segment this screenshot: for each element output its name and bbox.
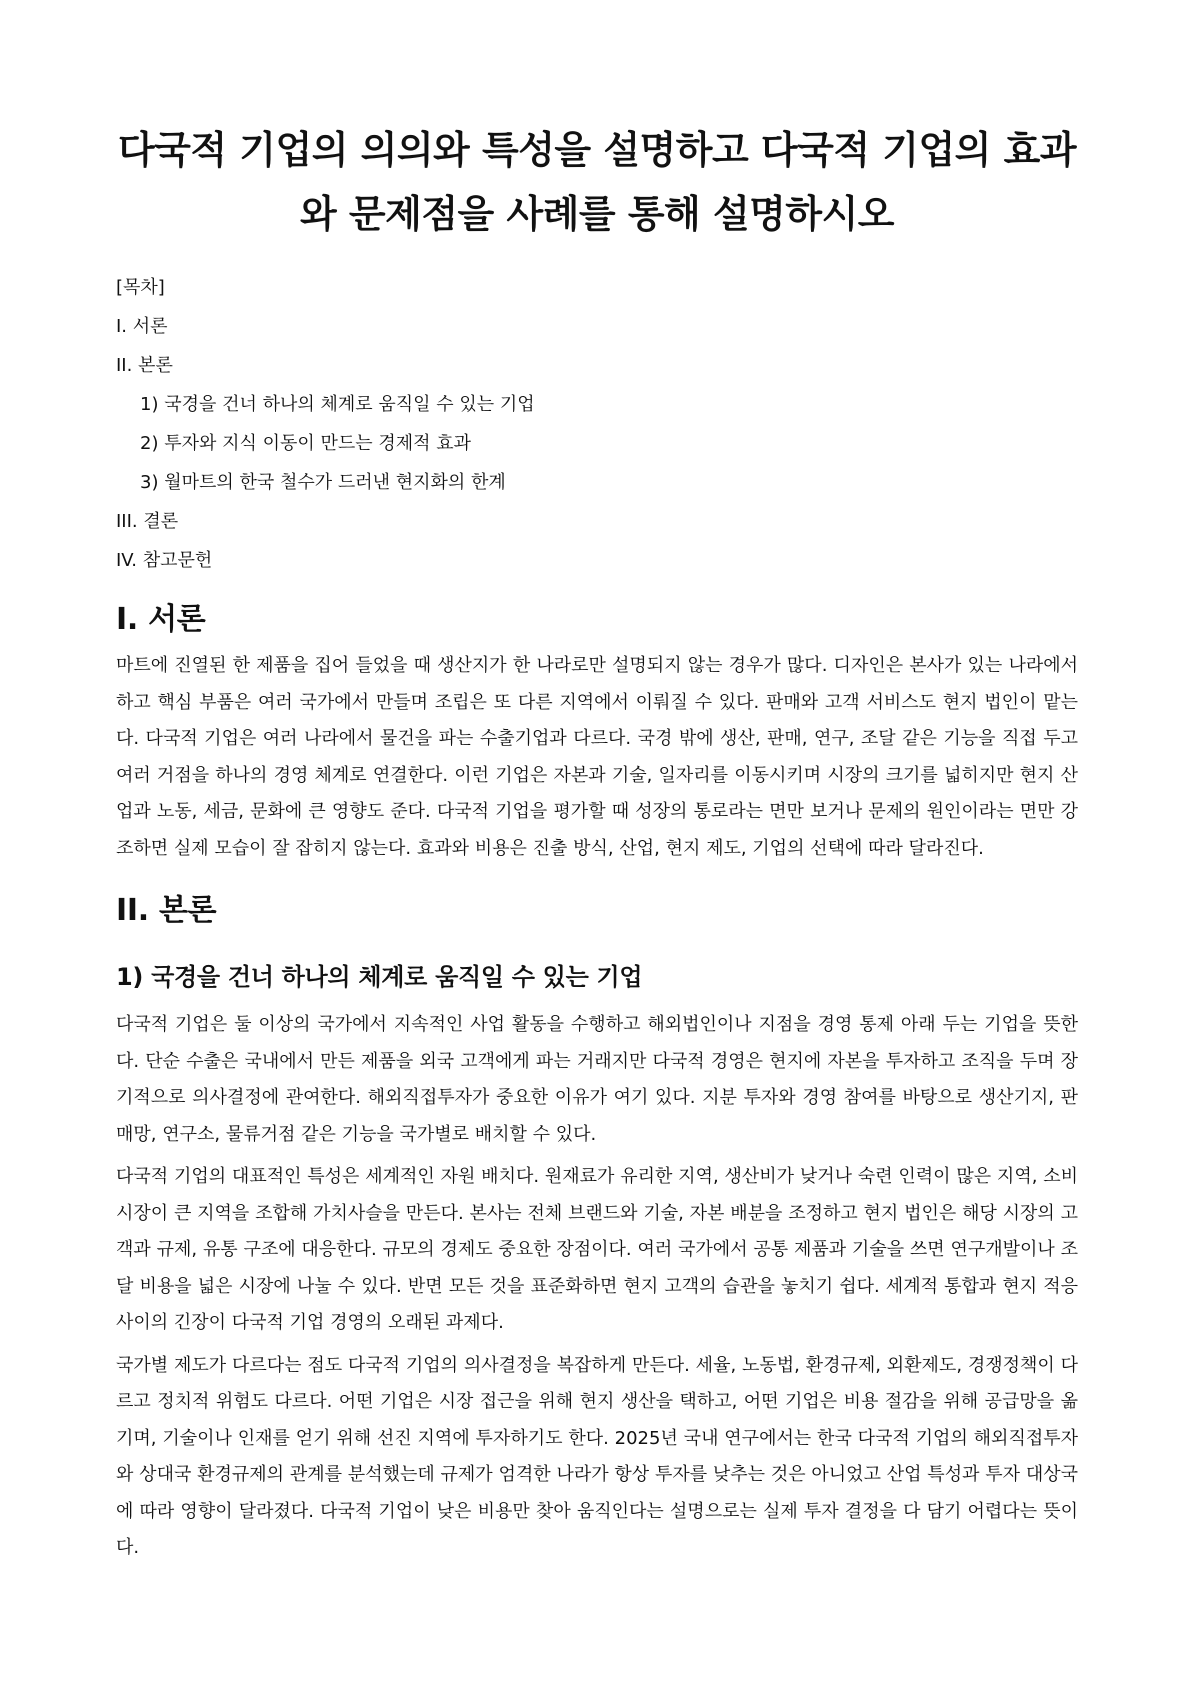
body-subsection-1 bbox=[116, 957, 1078, 1567]
toc-item-body-1: 1) 국경을 건너 하나의 체계로 움직일 수 있는 기업 bbox=[140, 394, 535, 415]
toc-item-body-3: 3) 월마트의 한국 철수가 드러낸 현지화의 한계 bbox=[140, 472, 506, 493]
body-subsection-title: 1) 국경을 건너 하나의 체계로 움직일 수 있는 기업 bbox=[116, 963, 643, 991]
toc-item-body: II. 본론 bbox=[116, 355, 173, 376]
body-section bbox=[116, 891, 1078, 1567]
toc-item-conclusion: III. 결론 bbox=[116, 511, 179, 532]
document-title: 다국적 기업의 의의와 특성을 설명하고 다국적 기업의 효과와 문제점을 사례를 통해 설명하시오 bbox=[117, 128, 1077, 236]
toc-list bbox=[116, 307, 1078, 580]
table-of-contents bbox=[116, 268, 1078, 580]
body-section-title: II. 본론 bbox=[116, 893, 217, 928]
body-paragraph: 다국적 기업의 대표적인 특성은 세계적인 자원 배치다. 원재료가 유리한 지역, 생산비가 낮거나 숙련 인력이 많은 지역, 소비시장이 큰 지역을 조합해 가치사슬을 만든다. 본사는 전체 브랜드와 기술, 자본 배분을 조정하고 현지 법인은 해당 시장의 고객과 규제, 유통 구조에 대응한다. 규모의 경제도 중요한 장점이다. 여러 국가에서 공통 제품과 기술을 쓰면 연구개발이나 조달 비용을 넓은 시장에 나눌 수 있다. 반면 모든 것을 표준화하면 현지 고객의 습관을 놓치기 쉽다. 세계적 통합과 현지 적응 사이의 긴장이 다국적 기업 경영의 오래된 과제다. bbox=[116, 1166, 1079, 1333]
toc-item-intro: I. 서론 bbox=[116, 316, 168, 337]
toc-item-body-2: 2) 투자와 지식 이동이 만드는 경제적 효과 bbox=[140, 433, 472, 454]
intro-section bbox=[116, 600, 1078, 867]
body-paragraph: 국가별 제도가 다르다는 점도 다국적 기업의 의사결정을 복잡하게 만든다. 세율, 노동법, 환경규제, 외환제도, 경쟁정책이 다르고 정치적 위험도 다르다. 어떤 기업은 시장 접근을 위해 현지 생산을 택하고, 어떤 기업은 비용 절감을 위해 공급망을 옮기며, 기술이나 인재를 얻기 위해 선진 지역에 투자하기도 한다. 2025년 국내 연구에서는 한국 다국적 기업의 해외직접투자와 상대국 환경규제의 관계를 분석했는데 규제가 엄격한 나라가 항상 투자를 낮추는 것은 아니었고 산업 특성과 투자 대상국에 따라 영향이 달라졌다. 다국적 기업이 낮은 비용만 찾아 움직인다는 설명으로는 실제 투자 결정을 다 담기 어렵다는 뜻이다. bbox=[116, 1354, 1078, 1558]
toc-heading: [목차] bbox=[116, 277, 165, 298]
intro-section-title: I. 서론 bbox=[116, 602, 206, 637]
toc-item-references: IV. 참고문헌 bbox=[116, 550, 213, 571]
intro-paragraph: 마트에 진열된 한 제품을 집어 들었을 때 생산지가 한 나라로만 설명되지 않는 경우가 많다. 디자인은 본사가 있는 나라에서 하고 핵심 부품은 여러 국가에서 만들며 조립은 또 다른 지역에서 이뤄질 수 있다. 판매와 고객 서비스도 현지 법인이 맡는다. 다국적 기업은 여러 나라에서 물건을 파는 수출기업과 다르다. 국경 밖에 생산, 판매, 연구, 조달 같은 기능을 직접 두고 여러 거점을 하나의 경영 체계로 연결한다. 이런 기업은 자본과 기술, 일자리를 이동시키며 시장의 크기를 넓히지만 현지 산업과 노동, 세금, 문화에 큰 영향도 준다. 다국적 기업을 평가할 때 성장의 통로라는 면만 보거나 문제의 원인이라는 면만 강조하면 실제 모습이 잘 잡히지 않는다. 효과와 비용은 진출 방식, 산업, 현지 제도, 기업의 선택에 따라 달라진다. bbox=[116, 655, 1078, 859]
body-paragraph: 다국적 기업은 둘 이상의 국가에서 지속적인 사업 활동을 수행하고 해외법인이나 지점을 경영 통제 아래 두는 기업을 뜻한다. 단순 수출은 국내에서 만든 제품을 외국 고객에게 파는 거래지만 다국적 경영은 현지에 자본을 투자하고 조직을 두며 장기적으로 의사결정에 관여한다. 해외직접투자가 중요한 이유가 여기 있다. 지분 투자와 경영 참여를 바탕으로 생산기지, 판매망, 연구소, 물류거점 같은 기능을 국가별로 배치할 수 있다. bbox=[116, 1014, 1078, 1145]
